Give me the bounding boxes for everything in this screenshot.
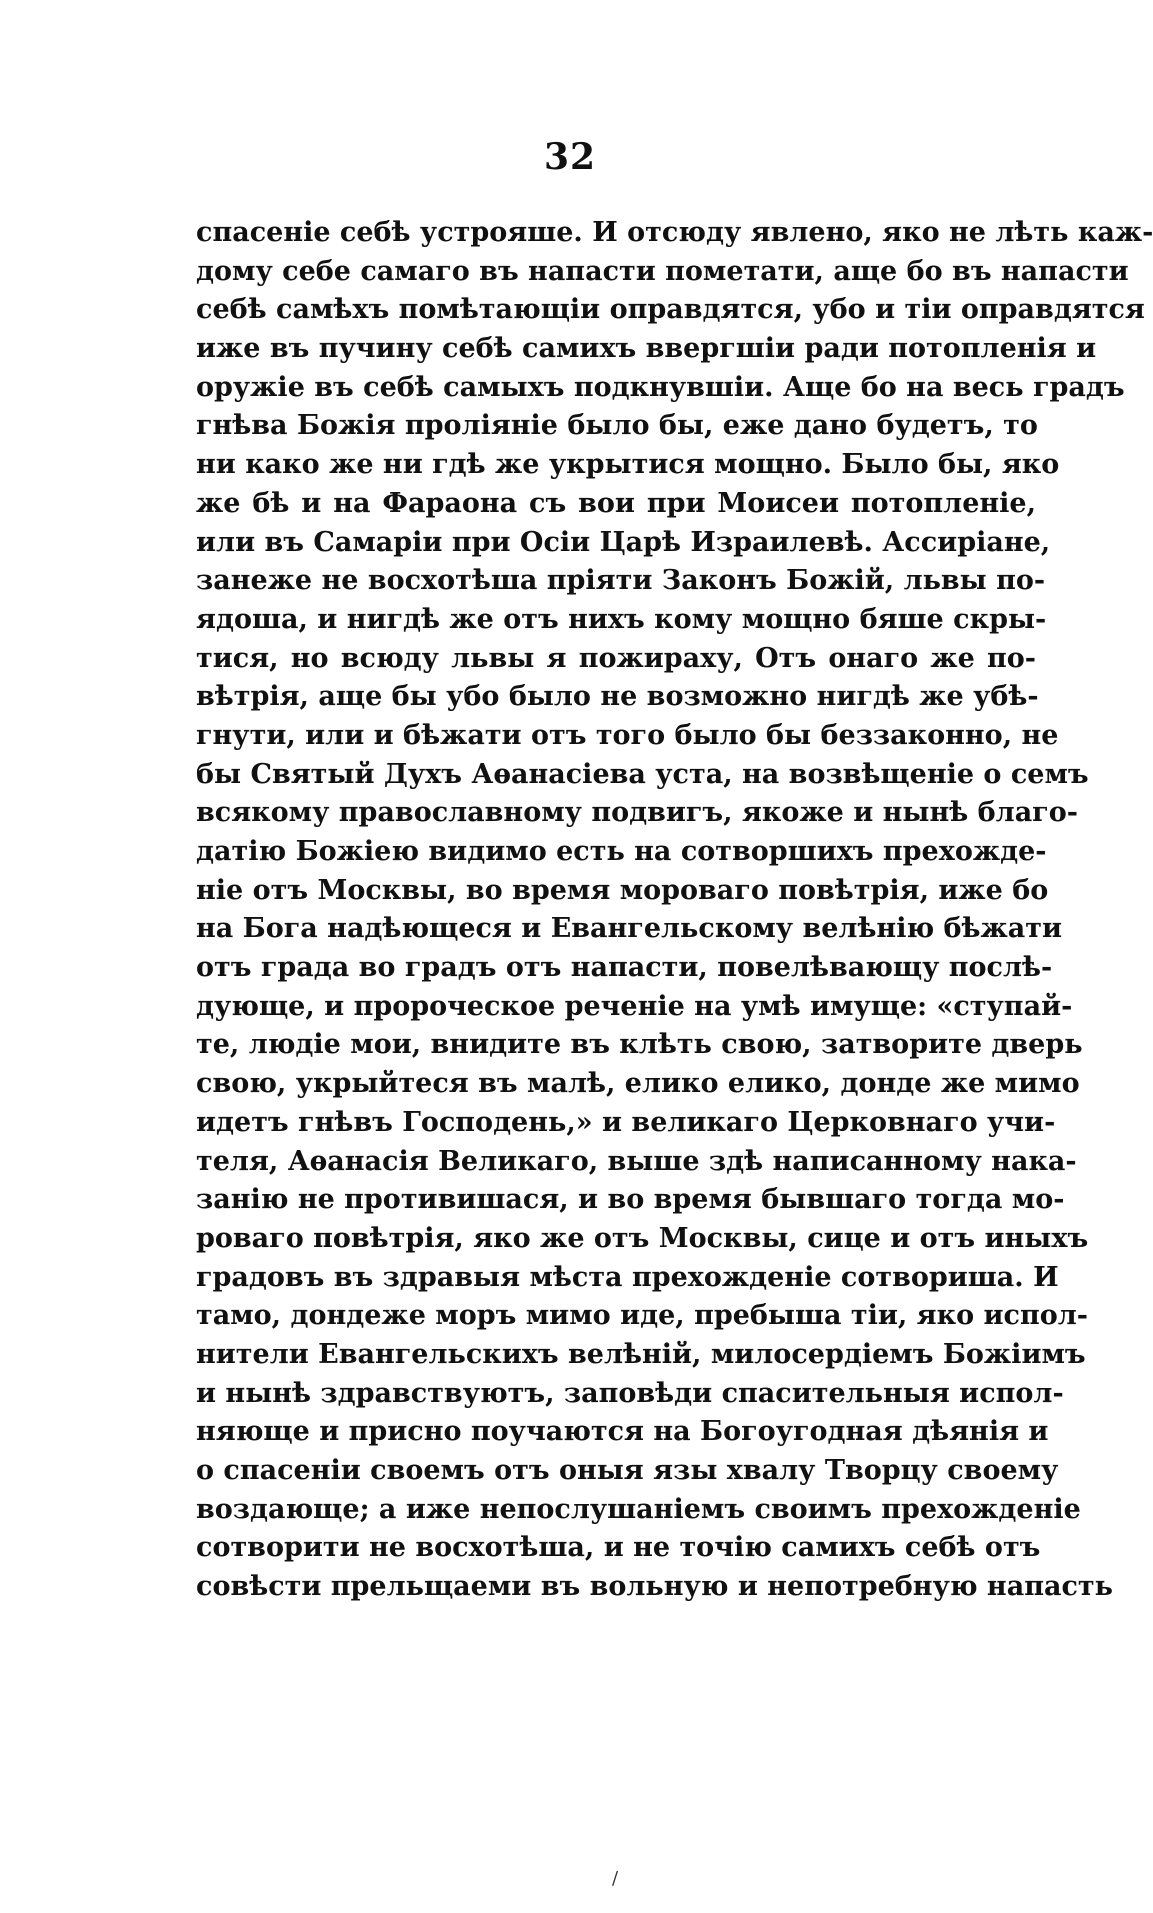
text-line: ядоша, и нигдѣ же отъ нихъ кому мощно бяше скры-	[196, 603, 1047, 635]
text-line: няюще и присно поучаются на Богоугодная дѣянія и	[196, 1416, 1049, 1448]
text-line: отъ града во градъ отъ напасти, повелѣвающу послѣ-	[196, 952, 1053, 984]
text-line: тамо, дондеже моръ мимо иде, пребыша тіи, яко испол-	[196, 1300, 1089, 1332]
text-line: всякому православному подвигъ, якоже и нынѣ благо-	[196, 797, 1078, 829]
text-line: совѣсти прельщаеми въ вольную и непотребную напасть	[196, 1571, 1113, 1603]
text-line: бы Святый Духъ Аѳанасіева уста, на возвѣщеніе о семъ	[196, 758, 1089, 790]
text-line: нители Евангельскихъ велѣній, милосердіемъ Божіимъ	[196, 1338, 1086, 1370]
text-line: вѣтрія, аще бы убо было не возможно нигдѣ же убѣ-	[196, 681, 1039, 713]
stray-mark: /	[612, 1868, 619, 1889]
text-line: и нынѣ здравствуютъ, заповѣди спасительныя испол-	[196, 1377, 1064, 1409]
text-line: те, людіе мои, внидите въ клѣть свою, затворите дверь	[196, 1029, 1083, 1061]
text-line: тися, но всюду львы я пожираху, Отъ онаго же по-	[196, 642, 1036, 674]
text-line: дующе, и пророческое реченіе на умѣ имуще: «ступай-	[196, 990, 1073, 1022]
text-line: сотворити не восхотѣша, и не точію самихъ себѣ отъ	[196, 1532, 1041, 1564]
body-text	[196, 214, 1153, 1607]
text-line: гнѣва Божія проліяніе было бы, еже дано будетъ, то	[196, 410, 1038, 442]
text-line: или въ Самаріи при Осіи Царѣ Израилевѣ. Ассиріане,	[196, 526, 1051, 558]
text-line: о спасеніи своемъ отъ оныя язы хвалу Творцу своему	[196, 1455, 1059, 1486]
text-line: оружіе въ себѣ самыхъ подкнувшіи. Аще бо на весь градъ	[196, 371, 1125, 403]
page-number: 32	[543, 136, 597, 178]
text-line: себѣ самѣхъ помѣтающіи оправдятся, убо и тіи оправдятся	[196, 294, 1145, 326]
text-line: теля, Аѳанасія Великаго, выше здѣ написанному нака-	[196, 1145, 1077, 1177]
text-line: свою, укрыйтеся въ малѣ, елико елико, донде же мимо	[196, 1068, 1080, 1100]
text-line: воздающе; а иже непослушаніемъ своимъ прехожденіе	[196, 1493, 1081, 1525]
text-line: градовъ въ здравыя мѣста прехожденіе сотвориша. И	[196, 1261, 1059, 1293]
text-line: занеже не восхотѣша пріяти Законъ Божій, львы по-	[196, 565, 1046, 597]
text-line: идетъ гнѣвъ Господень,» и великаго Церковнаго учи-	[196, 1106, 1056, 1138]
text-line: роваго повѣтрія, яко же отъ Москвы, сице и отъ иныхъ	[196, 1222, 1089, 1254]
text-line: на Бога надѣющеся и Евангельскому велѣнію бѣжати	[196, 913, 1063, 945]
text-line: датію Божіею видимо есть на сотворшихъ прехожде-	[196, 836, 1047, 867]
text-line: же бѣ и на Фараона съ вои при Моисеи потопленіе,	[196, 487, 1036, 519]
text-line: ни како же ни гдѣ же укрытися мощно. Было бы, яко	[196, 449, 1060, 481]
text-line: спасеніе себѣ устрояше. И отсюду явлено, яко не лѣть каж-	[196, 217, 1153, 248]
text-line: дому себе самаго въ напасти пометати, аще бо въ напасти	[196, 255, 1129, 287]
text-line: гнути, или и бѣжати отъ того было бы беззаконно, не	[196, 719, 1059, 751]
text-line: занію не противишася, и во время бывшаго тогда мо-	[196, 1184, 1065, 1216]
text-line: ніе отъ Москвы, во время мороваго повѣтрія, иже бо	[196, 874, 1049, 906]
text-line: иже въ пучину себѣ самихъ ввергшіи ради потопленія и	[196, 333, 1097, 365]
